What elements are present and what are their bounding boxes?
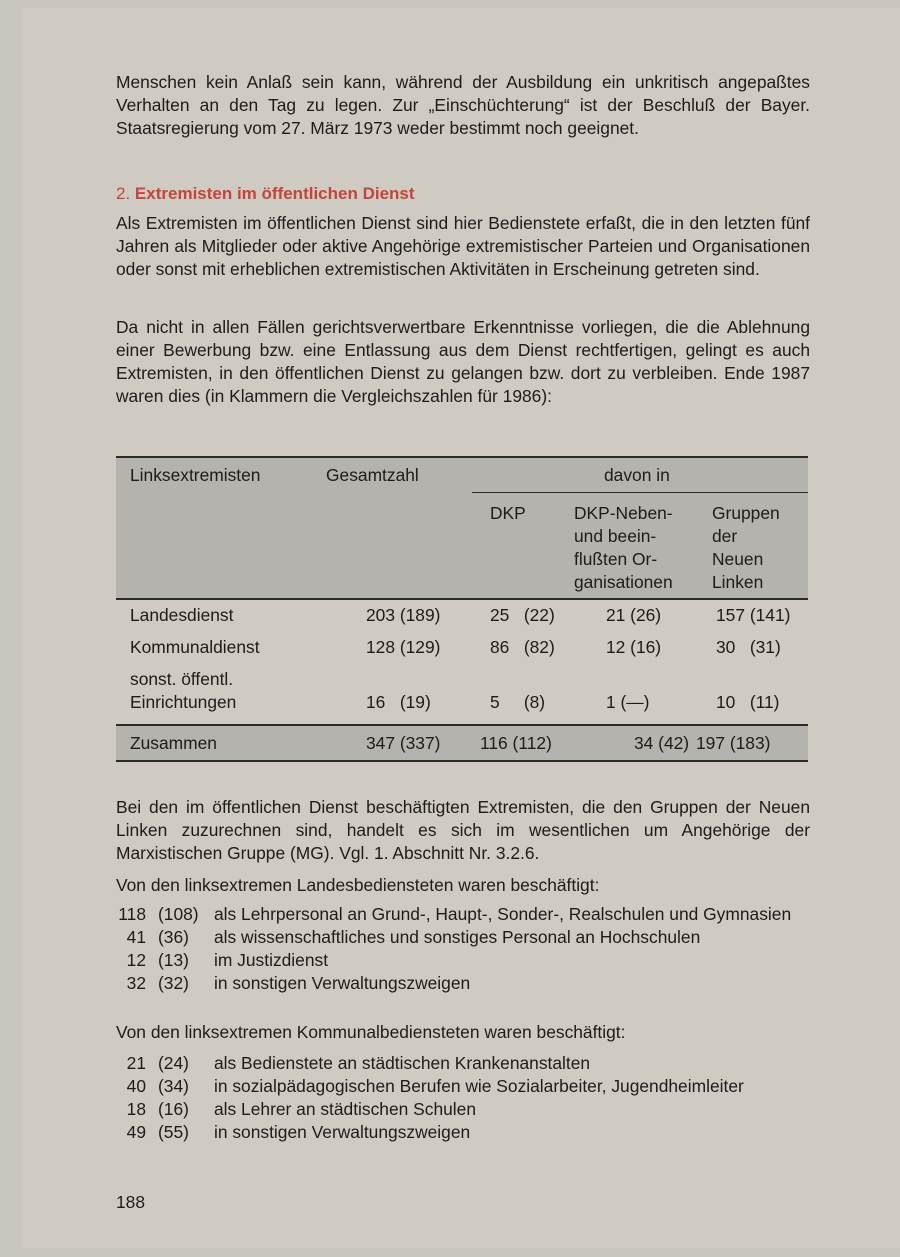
list-item [116,1098,810,1121]
sub-header-neue-linke [712,502,780,594]
col-header-davon: davon in [604,465,670,485]
row-label [130,636,260,659]
item-previous-count: (13) [158,950,189,970]
row-label-line: sonst. öffentl. [130,669,234,689]
item-count: 12 [126,950,146,970]
row-label-line: Einrichtungen [130,692,237,712]
item-previous-count: (36) [158,927,189,947]
definition-text: Als Extremisten im öffentlichen Dienst sind hier Bedienstete erfaßt, die in den letzten fünf Jahren als Mitglieder oder aktive Angehörige extremistischer Parteien und Organisationen oder sonst mit erheblichen extremistischen Aktivitäten in Erscheinung getreten sind. [116,213,810,279]
state-employees-list [116,903,810,995]
sub-header-line: der [712,526,738,546]
list-item [116,926,810,949]
list-item [116,1052,810,1075]
item-text: in sozialpädagogischen Berufen wie Sozialarbeiter, Jugendheimleiter [214,1076,744,1096]
section-number: 2. [116,184,131,203]
sum-neue: 197 (183) [696,733,771,753]
item-count: 18 [126,1099,146,1119]
list-item [116,1075,810,1098]
definition-paragraph [116,212,810,281]
row-label-line: Landesdienst [130,605,234,625]
row-dkp: 5 (8) [490,692,546,712]
table-header-rule [116,598,808,600]
item-count: 118 [118,904,146,924]
sum-neben: 34 (42) [634,733,690,753]
explanation-text: Da nicht in allen Fällen gerichtsverwertbare Erkenntnisse vorliegen, die die Ablehnung einer Bewerbung bzw. eine Entlassung aus dem Dienst rechtfertigen, gelingt es auch Extremisten, in den öffentlichen Dienst zu gelangen bzw. dort zu verbleiben. Ende 1987 waren dies (in Klammern die Vergleichszahlen für 1986): [116,317,810,406]
intro-paragraph [116,71,810,140]
col-header-total: Gesamtzahl [326,465,419,485]
section-heading [116,182,810,205]
item-previous-count: (34) [158,1076,189,1096]
table-top-rule [116,456,808,458]
row-label-line: Kommunaldienst [130,637,260,657]
item-previous-count: (32) [158,973,189,993]
item-previous-count: (24) [158,1053,189,1073]
item-count: 32 [126,973,146,993]
row-neben: 21 (26) [606,605,662,625]
item-count: 21 [126,1053,146,1073]
explanation-paragraph [116,316,810,408]
list-item [116,1121,810,1144]
item-text: als Bedienstete an städtischen Krankenanstalten [214,1053,591,1073]
sub-header-line: Neuen [712,549,764,569]
groups-paragraph [116,796,810,865]
sum-total: 347 (337) [366,733,441,753]
col-header-category: Linksextremisten [130,465,261,485]
sum-dkp: 116 (112) [480,733,552,753]
row-total: 128 (129) [366,637,441,657]
item-text: als Lehrer an städtischen Schulen [214,1099,476,1119]
item-text: als Lehrpersonal an Grund-, Haupt-, Sonder-, Realschulen und Gymnasien [214,904,792,924]
item-previous-count: (55) [158,1122,189,1142]
item-text: in sonstigen Verwaltungszweigen [214,973,471,993]
row-neben: 12 (16) [606,637,662,657]
row-total: 203 (189) [366,605,441,625]
row-neben: 1 (—) [606,692,650,712]
groups-text: Bei den im öffentlichen Dienst beschäftigten Extremisten, die den Gruppen der Neuen Linken zuzurechnen sind, handelt es sich im wesentlichen um Angehörige der Marxistischen Gruppe (MG). Vgl. 1. Abschnitt Nr. 3.2.6. [116,797,810,863]
list2-lead: Von den linksextremen Kommunalbediensteten waren beschäftigt: [116,1022,626,1042]
intro-text: Menschen kein Anlaß sein kann, während der Ausbildung ein unkritisch angepaßtes Verhalten an den Tag zu legen. Zur „Einschüchterung“ ist der Beschluß der Bayer. Staatsregierung vom 27. März 1973 weder bestimmt noch geeignet. [116,72,810,138]
davon-rule [472,492,808,493]
row-total: 16 (19) [366,692,431,712]
sub-header-line: und beein- [574,526,657,546]
sub-header-line: DKP-Neben- [574,503,673,523]
row-label [130,604,233,627]
sub-header-dkp: DKP [490,503,526,523]
row-neue: 30 (31) [716,637,781,657]
table-sum-top-rule [116,724,808,726]
row-dkp: 86 (82) [490,637,555,657]
sum-label: Zusammen [130,733,217,753]
item-text: als wissenschaftliches und sonstiges Personal an Hochschulen [214,927,701,947]
item-previous-count: (16) [158,1099,189,1119]
item-count: 41 [126,927,146,947]
table-bottom-rule [116,760,808,762]
list-item [116,903,810,926]
municipal-employees-list [116,1052,810,1144]
sub-header-line: Linken [712,572,764,592]
list-item [116,949,810,972]
row-dkp: 25 (22) [490,605,555,625]
sub-header-line: ganisationen [574,572,673,592]
sub-header-line: flußten Or- [574,549,658,569]
item-text: im Justizdienst [214,950,329,970]
page-number: 188 [116,1192,146,1212]
row-label [130,668,236,714]
item-count: 40 [126,1076,146,1096]
item-text: in sonstigen Verwaltungszweigen [214,1122,471,1142]
row-neue: 10 (11) [716,692,780,712]
item-previous-count: (108) [158,904,199,924]
row-neue: 157 (141) [716,605,791,625]
sub-header-dkp-neben [574,502,673,594]
item-count: 49 [126,1122,146,1142]
section-title: Extremisten im öffentlichen Dienst [134,184,415,203]
list-item [116,972,810,995]
sub-header-line: Gruppen [712,503,780,523]
list1-lead: Von den linksextremen Landesbediensteten waren beschäftigt: [116,875,600,895]
